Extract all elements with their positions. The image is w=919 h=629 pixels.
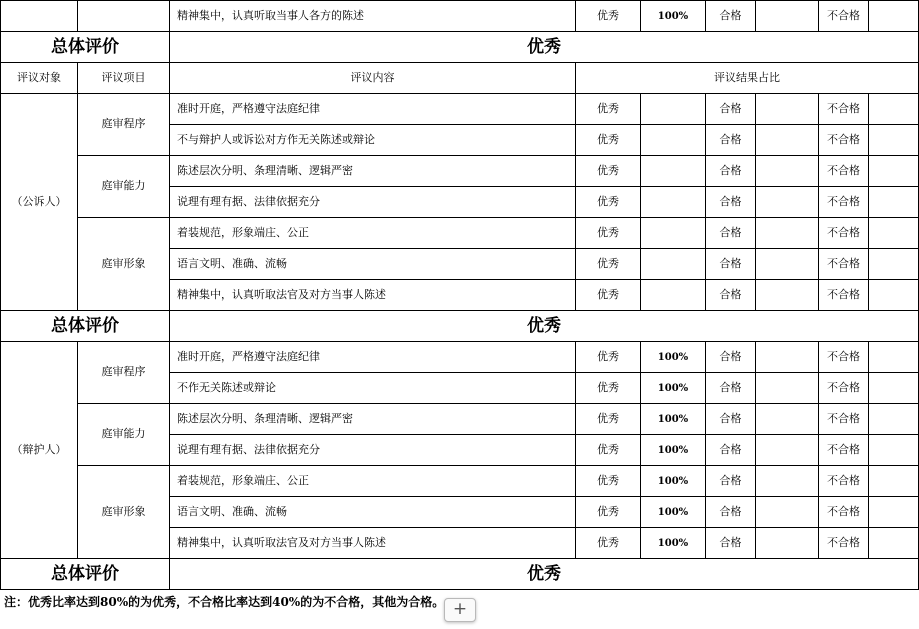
criterion-content: 准时开庭，严格遵守法庭纪律 (170, 94, 576, 125)
excellent-label: 优秀 (576, 94, 641, 125)
header-subject: 评议对象 (1, 63, 78, 94)
criterion-content: 陈述层次分明、条理清晰、逻辑严密 (170, 156, 576, 187)
evaluation-subject: （公诉人） (1, 94, 78, 311)
excellent-label: 优秀 (576, 218, 641, 249)
fail-label: 不合格 (819, 404, 869, 435)
summary-row (1, 559, 919, 590)
summary-value: 优秀 (170, 559, 919, 590)
qualified-label: 合格 (706, 187, 756, 218)
fail-ratio (869, 218, 919, 249)
criterion-content: 陈述层次分明、条理清晰、逻辑严密 (170, 404, 576, 435)
qualified-label: 合格 (706, 404, 756, 435)
qualified-ratio (756, 404, 819, 435)
excellent-ratio (641, 125, 706, 156)
table-row (1, 466, 919, 497)
qualified-ratio (756, 187, 819, 218)
footnote: 注：优秀比率达到80%的为优秀，不合格比率达到40%的为不合格，其他为合格。 (4, 595, 445, 609)
evaluation-item: 庭审能力 (78, 156, 170, 218)
excellent-ratio: 100% (641, 404, 706, 435)
fail-ratio (869, 497, 919, 528)
qualified-ratio (756, 1, 819, 32)
summary-label: 总体评价 (1, 32, 170, 63)
fail-ratio (869, 373, 919, 404)
qualified-label: 合格 (706, 497, 756, 528)
fail-label: 不合格 (819, 156, 869, 187)
fail-label: 不合格 (819, 1, 869, 32)
fail-ratio (869, 125, 919, 156)
table-row (1, 156, 919, 187)
criterion-content: 着装规范，形象端庄、公正 (170, 218, 576, 249)
excellent-label: 优秀 (576, 435, 641, 466)
excellent-label: 优秀 (576, 187, 641, 218)
qualified-ratio (756, 497, 819, 528)
fail-ratio (869, 342, 919, 373)
qualified-ratio (756, 435, 819, 466)
qualified-label: 合格 (706, 466, 756, 497)
excellent-label: 优秀 (576, 1, 641, 32)
excellent-label: 优秀 (576, 125, 641, 156)
excellent-ratio: 100% (641, 435, 706, 466)
excellent-ratio (641, 187, 706, 218)
qualified-ratio (756, 218, 819, 249)
qualified-ratio (756, 156, 819, 187)
fail-ratio (869, 466, 919, 497)
fail-ratio (869, 404, 919, 435)
fail-label: 不合格 (819, 435, 869, 466)
qualified-ratio (756, 466, 819, 497)
evaluation-item: 庭审程序 (78, 94, 170, 156)
excellent-ratio (641, 218, 706, 249)
excellent-label: 优秀 (576, 280, 641, 311)
qualified-label: 合格 (706, 373, 756, 404)
add-button[interactable] (444, 598, 476, 622)
excellent-ratio (641, 249, 706, 280)
excellent-ratio (641, 94, 706, 125)
excellent-label: 优秀 (576, 404, 641, 435)
fail-ratio (869, 435, 919, 466)
fail-ratio (869, 1, 919, 32)
criterion-content: 精神集中，认真听取法官及对方当事人陈述 (170, 280, 576, 311)
fail-label: 不合格 (819, 466, 869, 497)
fail-label: 不合格 (819, 497, 869, 528)
evaluation-subject: （辩护人） (1, 342, 78, 559)
qualified-label: 合格 (706, 435, 756, 466)
summary-row (1, 32, 919, 63)
qualified-ratio (756, 528, 819, 559)
criterion-content: 准时开庭，严格遵守法庭纪律 (170, 342, 576, 373)
header-result: 评议结果占比 (576, 63, 919, 94)
summary-label: 总体评价 (1, 559, 170, 590)
excellent-label: 优秀 (576, 466, 641, 497)
qualified-ratio (756, 373, 819, 404)
header-item: 评议项目 (78, 63, 170, 94)
empty-cell (78, 1, 170, 32)
evaluation-item: 庭审形象 (78, 218, 170, 311)
fail-label: 不合格 (819, 528, 869, 559)
fail-ratio (869, 528, 919, 559)
qualified-ratio (756, 342, 819, 373)
criterion-content: 语言文明、准确、流畅 (170, 497, 576, 528)
fail-label: 不合格 (819, 280, 869, 311)
header-row (1, 63, 919, 94)
criterion-content: 精神集中，认真听取当事人各方的陈述 (170, 1, 576, 32)
excellent-label: 优秀 (576, 373, 641, 404)
table-row (1, 1, 919, 32)
criterion-content: 不与辩护人或诉讼对方作无关陈述或辩论 (170, 125, 576, 156)
evaluation-item: 庭审能力 (78, 404, 170, 466)
qualified-ratio (756, 125, 819, 156)
criterion-content: 语言文明、准确、流畅 (170, 249, 576, 280)
fail-ratio (869, 249, 919, 280)
header-content: 评议内容 (170, 63, 576, 94)
excellent-label: 优秀 (576, 497, 641, 528)
excellent-ratio: 100% (641, 466, 706, 497)
fail-label: 不合格 (819, 342, 869, 373)
criterion-content: 精神集中，认真听取法官及对方当事人陈述 (170, 528, 576, 559)
fail-label: 不合格 (819, 125, 869, 156)
fail-ratio (869, 187, 919, 218)
empty-cell (1, 1, 78, 32)
qualified-label: 合格 (706, 156, 756, 187)
excellent-ratio (641, 280, 706, 311)
fail-label: 不合格 (819, 187, 869, 218)
qualified-label: 合格 (706, 1, 756, 32)
plus-icon: + (452, 599, 468, 619)
fail-ratio (869, 156, 919, 187)
table-row (1, 94, 919, 125)
qualified-ratio (756, 280, 819, 311)
table-row (1, 342, 919, 373)
excellent-label: 优秀 (576, 528, 641, 559)
excellent-ratio: 100% (641, 373, 706, 404)
qualified-label: 合格 (706, 94, 756, 125)
summary-value: 优秀 (170, 311, 919, 342)
fail-label: 不合格 (819, 94, 869, 125)
excellent-ratio (641, 156, 706, 187)
excellent-label: 优秀 (576, 342, 641, 373)
summary-row (1, 311, 919, 342)
excellent-label: 优秀 (576, 156, 641, 187)
evaluation-item: 庭审程序 (78, 342, 170, 404)
criterion-content: 着装规范，形象端庄、公正 (170, 466, 576, 497)
qualified-ratio (756, 249, 819, 280)
qualified-label: 合格 (706, 280, 756, 311)
fail-label: 不合格 (819, 373, 869, 404)
qualified-label: 合格 (706, 218, 756, 249)
qualified-label: 合格 (706, 249, 756, 280)
evaluation-item: 庭审形象 (78, 466, 170, 559)
table-row (1, 218, 919, 249)
fail-label: 不合格 (819, 249, 869, 280)
excellent-ratio: 100% (641, 497, 706, 528)
fail-ratio (869, 280, 919, 311)
qualified-label: 合格 (706, 342, 756, 373)
qualified-ratio (756, 94, 819, 125)
summary-value: 优秀 (170, 32, 919, 63)
excellent-ratio: 100% (641, 342, 706, 373)
excellent-ratio: 100% (641, 528, 706, 559)
excellent-label: 优秀 (576, 249, 641, 280)
criterion-content: 说理有理有据、法律依据充分 (170, 435, 576, 466)
fail-label: 不合格 (819, 218, 869, 249)
criterion-content: 不作无关陈述或辩论 (170, 373, 576, 404)
qualified-label: 合格 (706, 528, 756, 559)
fail-ratio (869, 94, 919, 125)
excellent-ratio: 100% (641, 1, 706, 32)
summary-label: 总体评价 (1, 311, 170, 342)
table-row (1, 404, 919, 435)
criterion-content: 说理有理有据、法律依据充分 (170, 187, 576, 218)
qualified-label: 合格 (706, 125, 756, 156)
